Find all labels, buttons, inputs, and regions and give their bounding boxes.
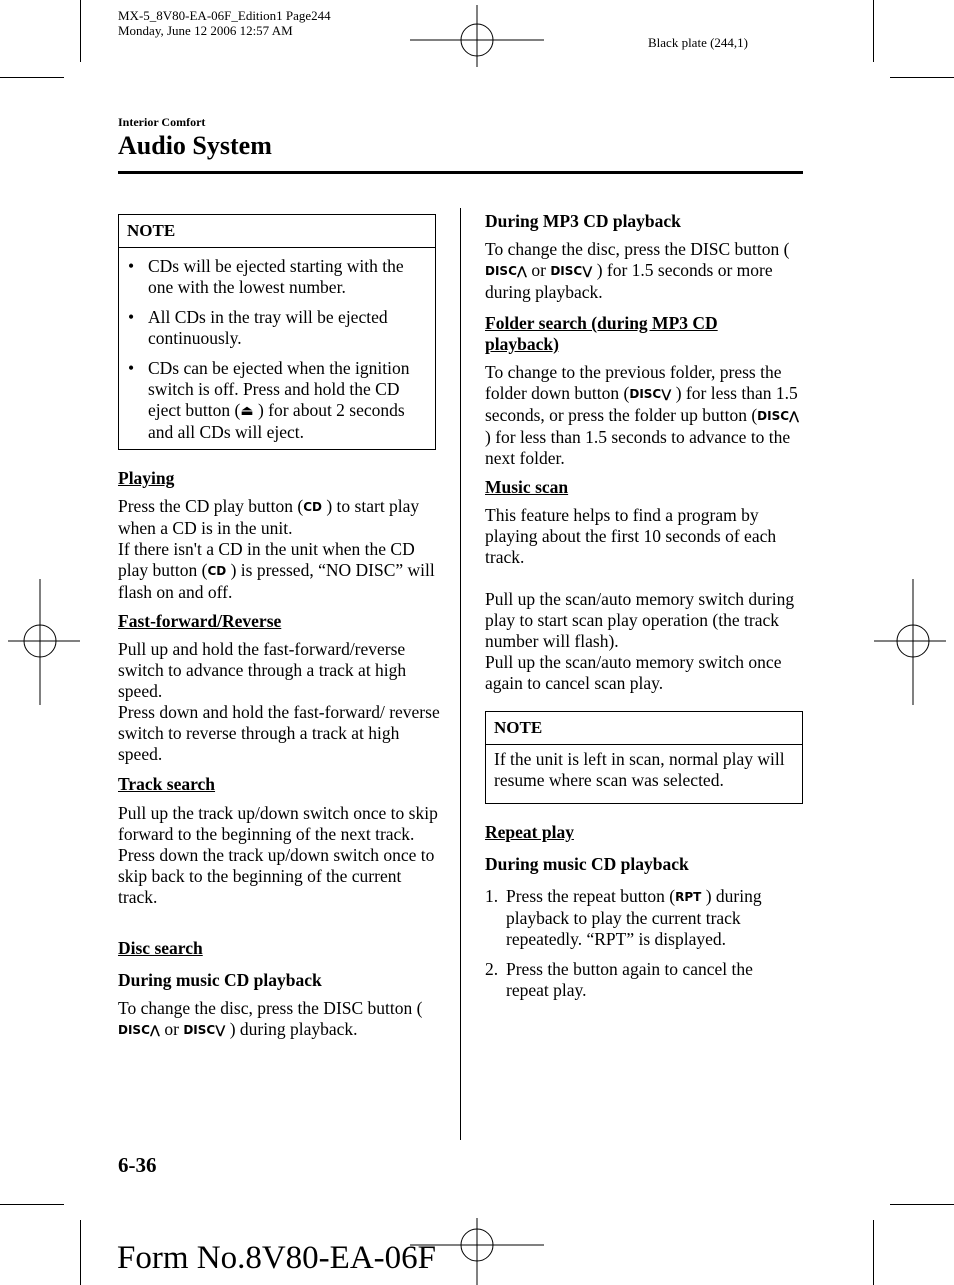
- scan-note-box: [485, 711, 803, 804]
- rpt-icon: RPT: [675, 890, 702, 904]
- note-heading: NOTE: [119, 215, 435, 248]
- cd-icon: CD: [207, 564, 227, 578]
- track-search-text: Pull up the track up/down switch once to skip forward to the beginning of the next track. Press down the track up/down switch once to skip back to the beginning of the current track.: [118, 803, 438, 907]
- cd-icon: CD: [303, 500, 322, 514]
- page-number: 6-36: [118, 1153, 157, 1177]
- playing-heading: Playing: [118, 468, 175, 488]
- title-rule: [118, 171, 803, 174]
- file-line: MX-5_8V80-EA-06F_Edition1 Page244: [118, 8, 331, 23]
- disc-search-heading: Disc search: [118, 938, 203, 958]
- disc-search-subheading: During music CD playback: [118, 970, 322, 990]
- section-label: Interior Comfort: [118, 115, 206, 129]
- registration-mark-right: [874, 575, 954, 707]
- bullet-icon: •: [128, 256, 135, 276]
- mp3-text: To change the disc, press the DISC button (DISC⋀ or DISC⋁ ) for 1.5 seconds or more during playback.: [485, 239, 790, 302]
- mp3-heading: During MP3 CD playback: [485, 211, 681, 231]
- fast-forward-heading: Fast-forward/Reverse: [118, 611, 282, 631]
- eject-icon: ⏏: [240, 403, 254, 419]
- crop-mark: [873, 0, 874, 62]
- track-search-heading: Track search: [118, 774, 216, 794]
- plate-label: Black plate (244,1): [648, 35, 748, 50]
- repeat-play-subheading: During music CD playback: [485, 854, 689, 874]
- disc-down-icon: DISC⋁: [629, 387, 672, 401]
- disc-down-icon: DISC⋁: [183, 1023, 226, 1037]
- scan-note-text: If the unit is left in scan, normal play will resume where scan was selected.: [494, 749, 785, 790]
- bullet-icon: •: [128, 358, 135, 378]
- scan-note-heading: NOTE: [486, 712, 802, 745]
- crop-mark: [873, 1220, 874, 1285]
- folder-search-heading: Folder search (during MP3 CD playback): [485, 313, 718, 354]
- crop-mark: [0, 77, 64, 78]
- fast-forward-text: Pull up and hold the fast-forward/reverse switch to advance through a track at high speed. Press down and hold the fast-forward/ reverse switch to reverse through a track at high speed.: [118, 639, 440, 764]
- page-title: Audio System: [118, 131, 272, 160]
- disc-up-icon: DISC⋀: [118, 1023, 160, 1037]
- crop-mark: [890, 1204, 954, 1205]
- repeat-play-heading: Repeat play: [485, 822, 574, 842]
- disc-up-icon: DISC⋀: [757, 409, 800, 423]
- registration-mark-top: [410, 5, 544, 75]
- file-info: [118, 8, 331, 38]
- date-line: Monday, June 12 2006 12:57 AM: [118, 23, 293, 38]
- folder-search-text: To change to the previous folder, press the folder down button (DISC⋁ ) for less than 1.5 seconds, or press the folder up button (DISC⋀ ) for less than 1.5 seconds to advance to the next folder.: [485, 362, 800, 468]
- music-scan-text: This feature helps to find a program by playing about the first 10 seconds of each track. Pull up the scan/auto memory switch during play to start scan play operation (the track number will flash). Pull up the scan/auto memory switch once again to cancel scan play.: [485, 505, 795, 693]
- crop-mark: [890, 77, 954, 78]
- form-number: Form No.8V80-EA-06F: [117, 1240, 436, 1276]
- disc-down-icon: DISC⋁: [550, 264, 593, 278]
- column-divider: [460, 208, 461, 1140]
- crop-mark: [80, 1220, 81, 1285]
- disc-up-icon: DISC⋀: [485, 264, 527, 278]
- crop-mark: [0, 1204, 64, 1205]
- crop-mark: [80, 0, 81, 62]
- registration-mark-left: [0, 575, 80, 707]
- disc-search-text: To change the disc, press the DISC button (DISC⋀ or DISC⋁ ) during playback.: [118, 998, 423, 1039]
- bullet-icon: •: [128, 307, 135, 327]
- playing-text: Press the CD play button (CD ) to start play when a CD is in the unit. If there isn't a CD in the unit when the CD play button (CD ) is pressed, “NO DISC” will flash on and off.: [118, 496, 435, 602]
- music-scan-heading: Music scan: [485, 477, 569, 497]
